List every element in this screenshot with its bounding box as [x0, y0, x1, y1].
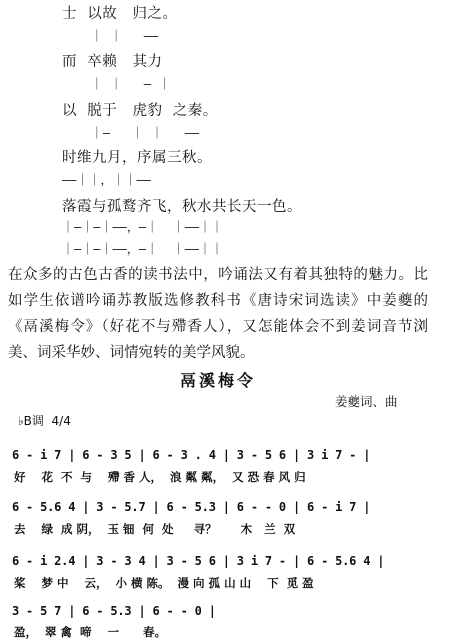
lyrics-row-2: 去 绿 成 阴， 玉 钿 何 处 寻？ 木 兰 双 [14, 522, 296, 536]
body-paragraph: 在众多的古色古香的读书法中，吟诵法又有着其独特的魅力。比如学生依谱吟诵苏教版选修教科书《唐诗宋词选读》中姜夔的《鬲溪梅令》（好花不与殢香人），又怎能体会不到姜词音节浏美、词采华妙、词情宛转的美学风貌。 [8, 267, 428, 361]
score-author: 姜夔词、曲 [335, 394, 398, 409]
notation-row-2: 6 - 5.6 4 | 3 - 5.7 | 6 - 5.3 | 6 - - 0 | 6 - i 7 | [12, 500, 371, 514]
notation-row-4: 3 - 5 7 | 6 - 5.3 | 6 - - 0 | [12, 604, 216, 618]
key-signature: ♭B调 4/4 [18, 414, 71, 428]
poem-line-4: 时维九月，序属三秋。 [62, 150, 212, 166]
notation-row-3: 6 - i 2.4 | 3 - 3 4 | 3 - 5 6 | 3 i 7 - | 6 - 5.6 4 | [12, 554, 385, 568]
tone-marks-2: ｜ ｜ — ｜ [62, 77, 171, 91]
lyrics-row-1: 好 花 不 与 殢 香 人， 浪 粼 粼， 又 恐 春 风 归 [14, 470, 306, 484]
tone-marks-1: ｜ ｜ —— [62, 29, 159, 43]
poem-line-1: 士 以故 归之。 [62, 6, 178, 22]
tone-marks-5a: ｜—｜—｜——，—｜ ｜——｜｜ [62, 220, 224, 234]
tone-marks-3: ｜— ｜ ｜ —— [62, 126, 200, 140]
tone-marks-5b: ｜—｜—｜——，—｜ ｜——｜｜ [62, 242, 224, 256]
poem-line-5: 落霞与孤鹜齐飞，秋水共长天一色。 [62, 199, 302, 215]
tone-marks-4: ——｜｜，｜｜—— [62, 173, 151, 187]
lyrics-row-4: 盈， 翠 禽 啼 一 春。 [14, 625, 167, 639]
poem-line-3: 以 脱于 虎豹 之秦。 [62, 103, 218, 119]
lyrics-row-3: 桨 梦 中 云， 小 横 陈。 漫 向 孤 山 山 下 觅 盈 [14, 576, 314, 590]
notation-row-1: 6 - i 7 | 6 - 3 5 | 6 - 3 . 4 | 3 - 5 6 | 3 i 7 - | [12, 448, 371, 462]
score-title: 鬲溪梅令 [180, 371, 257, 390]
poem-line-2: 而 卒赖 其力 [62, 54, 163, 70]
